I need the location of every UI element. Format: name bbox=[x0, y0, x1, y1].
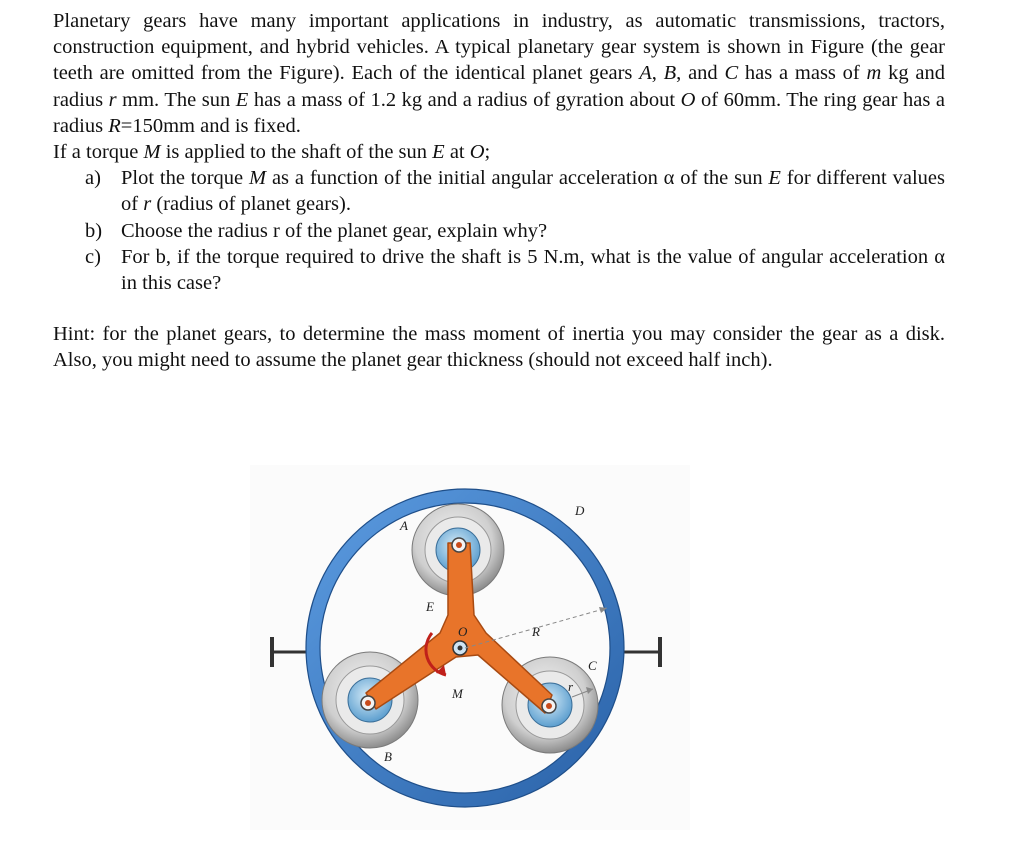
item-a-text: (radius of planet gears). bbox=[151, 193, 351, 216]
problem-text bbox=[53, 8, 945, 374]
question-items bbox=[53, 165, 945, 296]
item-a-text: for different values of bbox=[121, 167, 945, 216]
label-m: M bbox=[452, 686, 463, 701]
item-a bbox=[53, 165, 945, 217]
intro-text: Planetary gears have many important applications in industry, as automatic transmissions, tractors, construction equipment, and hybrid vehicles. A typical planetary gear system is shown in Figure (the gear teeth are omitted from the Figure). Each of the identical planet gears bbox=[53, 10, 945, 85]
planetary-gear-figure bbox=[250, 465, 690, 830]
item-a-text: as a function of the initial angular acceleration α of the sun bbox=[266, 167, 769, 190]
radius-symbol: r bbox=[143, 193, 152, 216]
intro-text: , bbox=[651, 62, 664, 85]
torque-symbol: M bbox=[249, 167, 267, 190]
item-c-marker: c) bbox=[85, 245, 101, 268]
item-b bbox=[53, 218, 945, 244]
intro-text: has a mass of 1.2 kg and a radius of gyration about bbox=[248, 88, 681, 111]
question-text: ; bbox=[484, 141, 491, 164]
label-d: D bbox=[575, 503, 585, 518]
intro-text: =150mm and is fixed. bbox=[120, 114, 301, 137]
label-o: O bbox=[458, 624, 468, 639]
intro-paragraph bbox=[53, 8, 945, 139]
origin-symbol: O bbox=[680, 88, 696, 111]
question-line bbox=[53, 139, 945, 165]
intro-text: of 60mm. The ring gear has a radius bbox=[53, 88, 945, 137]
planet-b-symbol: B bbox=[663, 62, 677, 85]
ring-radius-symbol: R bbox=[108, 114, 121, 137]
planetary-gear-diagram bbox=[250, 465, 690, 830]
label-r-planet: r bbox=[568, 679, 574, 694]
sun-symbol: E bbox=[768, 167, 781, 190]
item-b-text: Choose the radius r of the planet gear, explain why? bbox=[121, 219, 548, 242]
intro-text: mm. The sun bbox=[116, 88, 236, 111]
item-a-text: Plot the torque bbox=[121, 167, 250, 190]
sun-symbol: E bbox=[235, 88, 249, 111]
center-shaft-icon bbox=[453, 641, 467, 655]
intro-text: , and bbox=[676, 62, 725, 85]
item-a-marker: a) bbox=[85, 167, 101, 190]
question-text: If a torque bbox=[53, 141, 144, 164]
label-a: A bbox=[400, 518, 408, 533]
pin-c-icon bbox=[542, 699, 556, 713]
item-c-text: For b, if the torque required to drive the shaft is 5 N.m, what is the value of angular acceleration α in this case? bbox=[121, 245, 945, 295]
label-c: C bbox=[588, 658, 597, 673]
sun-symbol: E bbox=[432, 141, 445, 164]
question-text: is applied to the shaft of the sun bbox=[160, 141, 433, 164]
intro-text: kg and radius bbox=[53, 62, 945, 111]
intro-text: has a mass of bbox=[738, 62, 867, 85]
label-b: B bbox=[384, 749, 392, 764]
torque-symbol: M bbox=[143, 141, 161, 164]
pin-a-icon bbox=[452, 538, 466, 552]
label-r-ring: R bbox=[532, 624, 540, 639]
item-c bbox=[53, 244, 945, 296]
radius-symbol: r bbox=[108, 88, 117, 111]
question-text: at bbox=[444, 141, 470, 164]
item-b-marker: b) bbox=[85, 219, 103, 242]
planet-c-symbol: C bbox=[724, 62, 739, 85]
origin-symbol: O bbox=[469, 141, 485, 164]
mass-symbol: m bbox=[866, 62, 882, 85]
planet-a-symbol: A bbox=[639, 62, 652, 85]
label-e: E bbox=[426, 599, 434, 614]
pin-b-icon bbox=[361, 696, 375, 710]
hint-paragraph: Hint: for the planet gears, to determine the mass moment of inertia you may consider the gear as a disk. Also, you might need to assume the planet gear thickness (should not exceed half inch). bbox=[53, 323, 945, 372]
